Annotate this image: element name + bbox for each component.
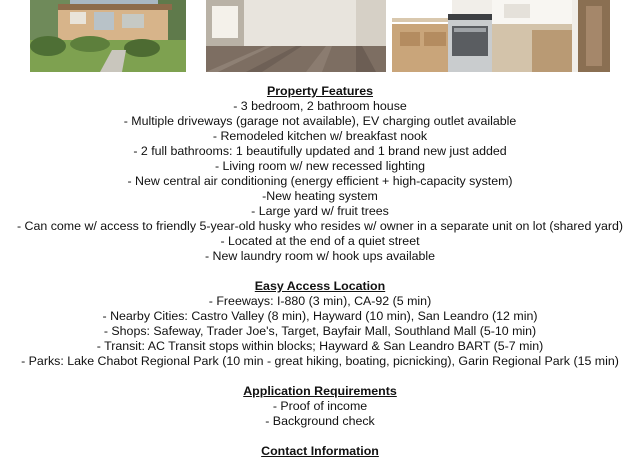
living-room-photo bbox=[206, 0, 386, 72]
house-exterior-photo bbox=[30, 0, 186, 72]
property-features-section bbox=[0, 84, 640, 264]
location-item: - Transit: AC Transit stops within blocks; Hayward & San Leandro BART (5-7 min) bbox=[96, 339, 544, 353]
kitchen-photo bbox=[392, 0, 610, 72]
location-item: - Shops: Safeway, Trader Joe's, Target, Bayfair Mall, Southland Mall (5-10 min) bbox=[103, 324, 537, 338]
feature-item: - 3 bedroom, 2 bathroom house bbox=[233, 99, 407, 113]
feature-item: - New central air conditioning (energy efficient + high-capacity system) bbox=[127, 174, 513, 188]
feature-item: - Living room w/ new recessed lighting bbox=[214, 159, 426, 173]
feature-item: - Remodeled kitchen w/ breakfast nook bbox=[212, 129, 428, 143]
easy-access-location-section bbox=[0, 279, 640, 369]
feature-item: - 2 full bathrooms: 1 beautifully updated and 1 brand new just added bbox=[133, 144, 507, 158]
feature-item: - Large yard w/ fruit trees bbox=[251, 204, 389, 218]
location-item: - Nearby Cities: Castro Valley (8 min), Hayward (10 min), San Leandro (12 min) bbox=[102, 309, 538, 323]
location-item: - Parks: Lake Chabot Regional Park (10 min - great hiking, boating, picnicking), Garin Regional Park (15 min) bbox=[21, 354, 619, 368]
requirement-item: - Proof of income bbox=[272, 399, 368, 413]
feature-item: - Located at the end of a quiet street bbox=[220, 234, 420, 248]
photo-strip bbox=[0, 0, 640, 74]
easy-access-location-heading: Easy Access Location bbox=[254, 279, 386, 293]
listing-details bbox=[0, 84, 640, 460]
requirement-item: - Background check bbox=[265, 414, 375, 428]
location-item: - Freeways: I-880 (3 min), CA-92 (5 min) bbox=[208, 294, 432, 308]
property-features-heading: Property Features bbox=[266, 84, 374, 98]
contact-information-heading: Contact Information bbox=[261, 444, 379, 458]
feature-item: -New heating system bbox=[262, 189, 378, 203]
application-requirements-section bbox=[0, 384, 640, 429]
contact-information-section bbox=[0, 444, 640, 459]
feature-item: - New laundry room w/ hook ups available bbox=[204, 249, 436, 263]
feature-item: - Can come w/ access to friendly 5-year-old husky who resides w/ owner in a separate unit on lot (shared yard) bbox=[16, 219, 624, 233]
feature-item: - Multiple driveways (garage not available), EV charging outlet available bbox=[123, 114, 517, 128]
application-requirements-heading: Application Requirements bbox=[243, 384, 397, 398]
